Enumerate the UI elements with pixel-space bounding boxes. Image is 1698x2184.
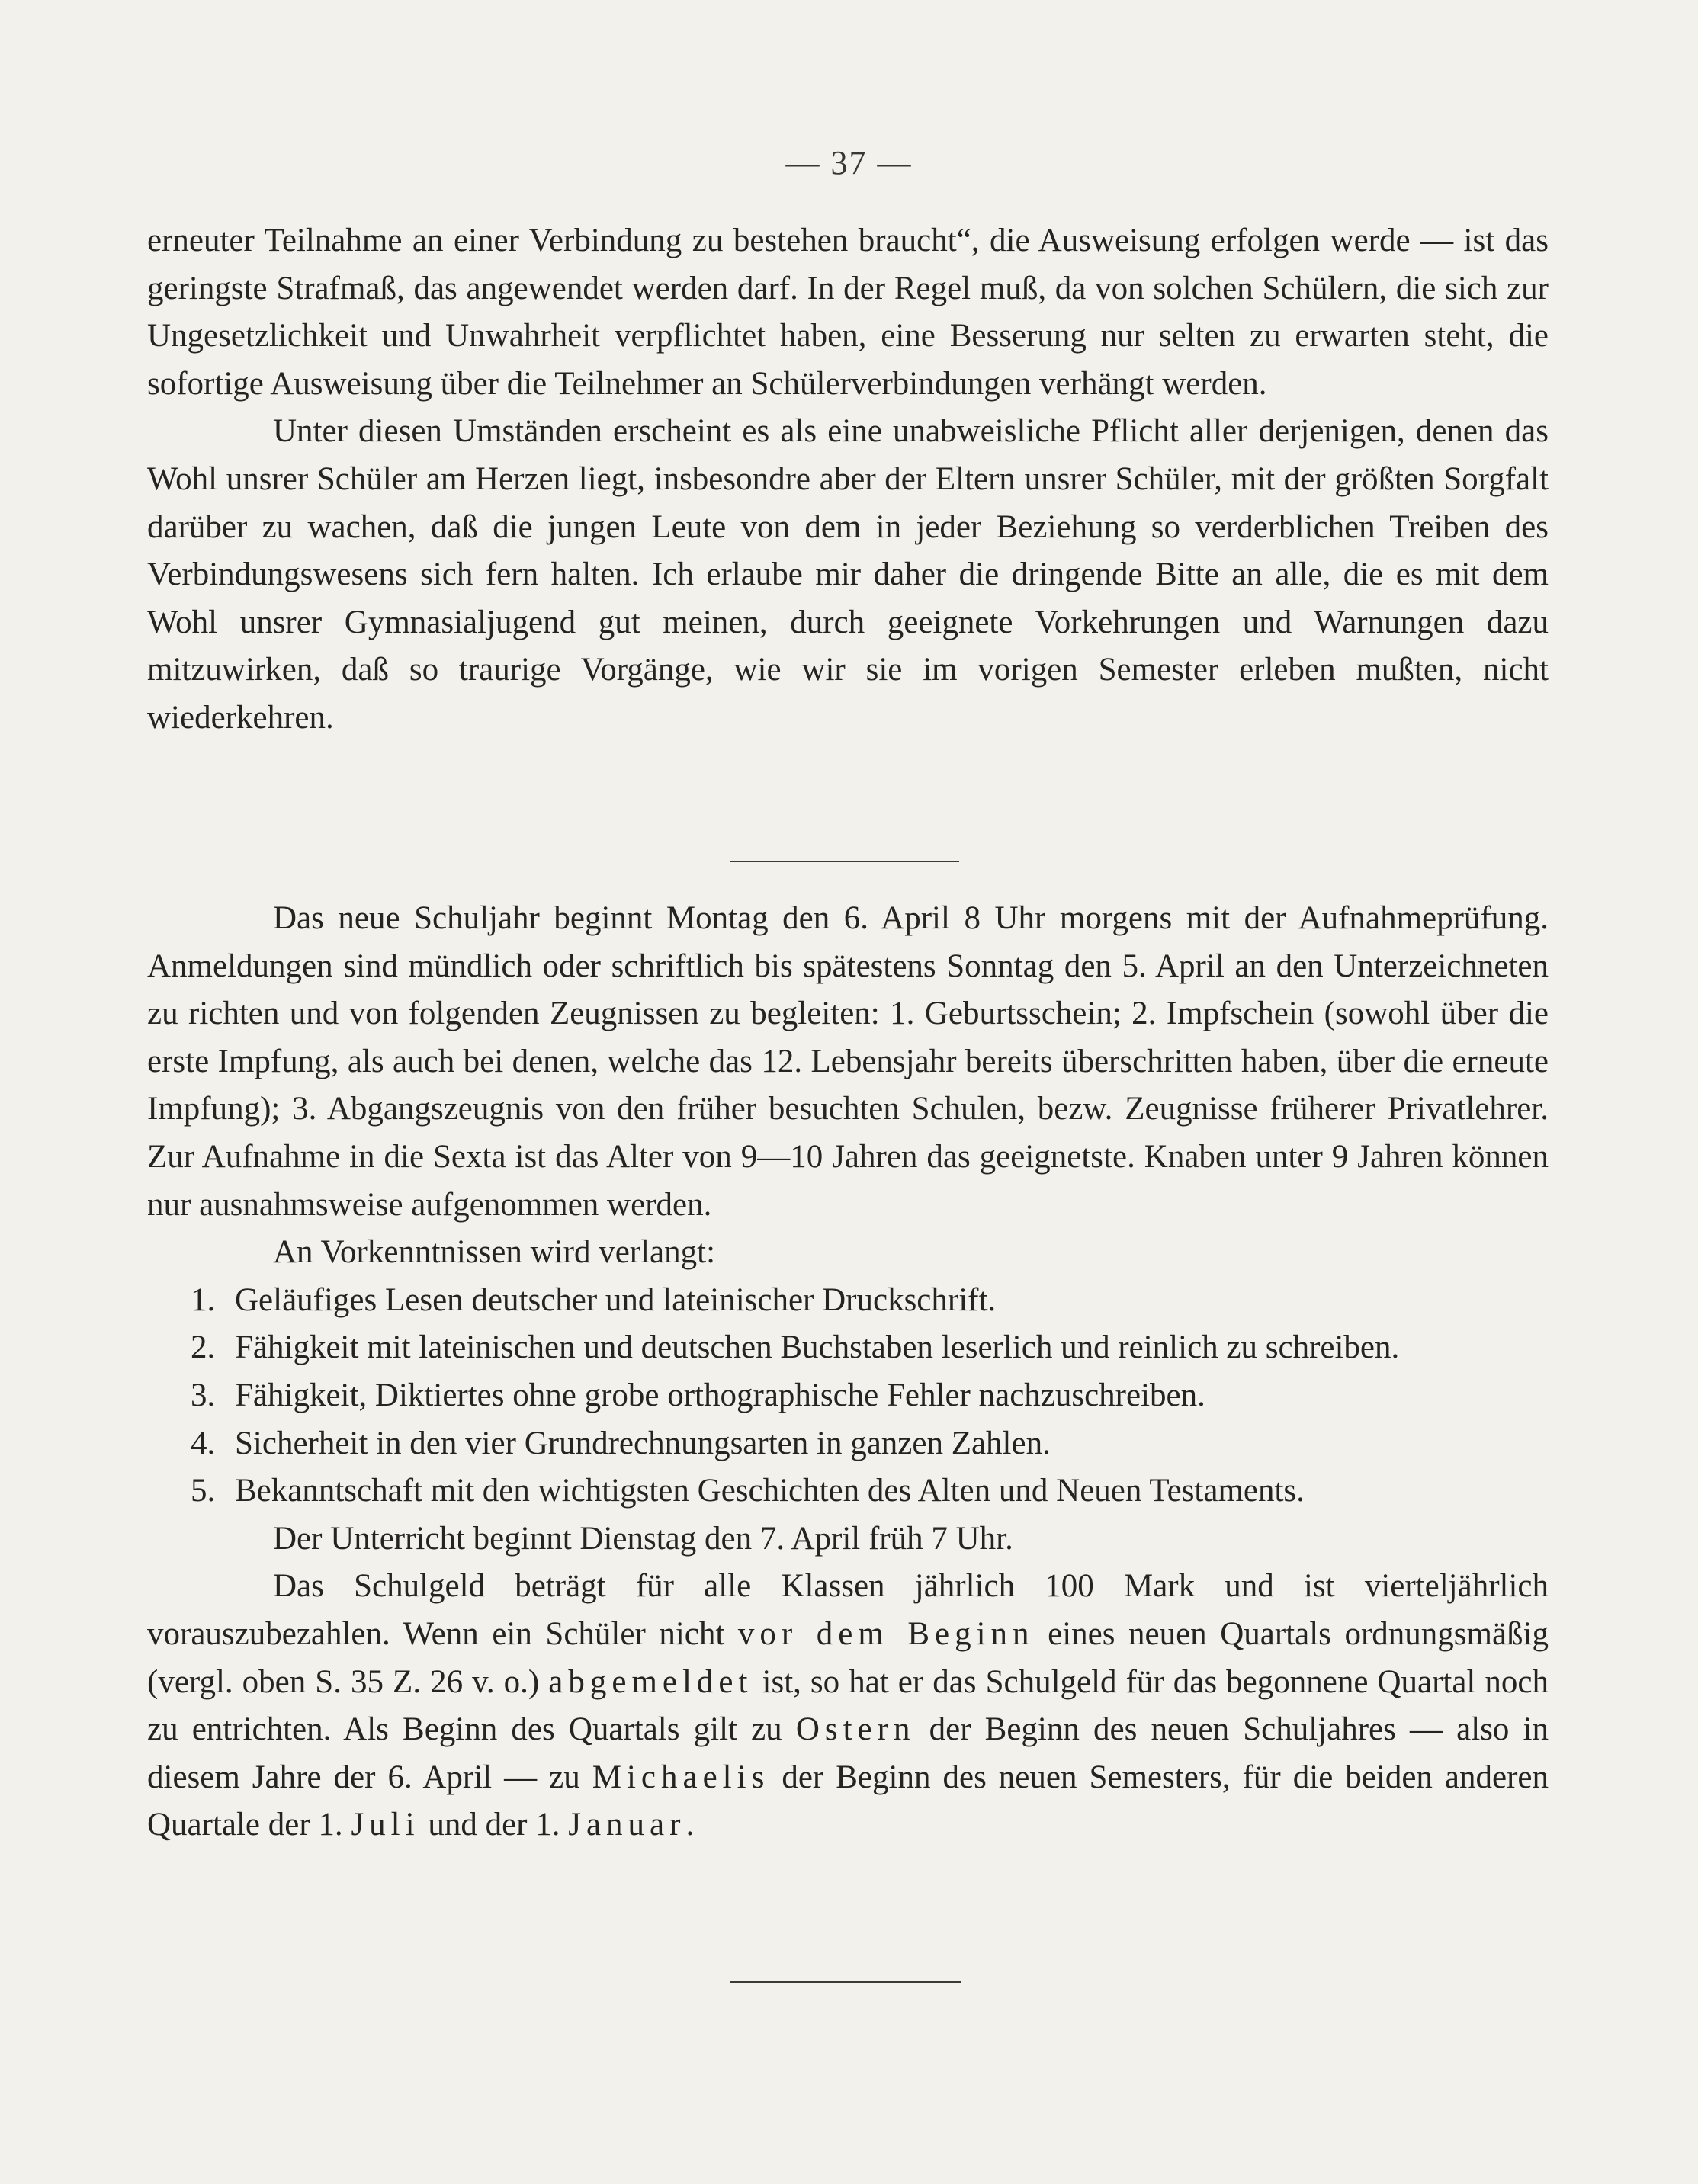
fee-emphasis: Juli [351, 1807, 420, 1843]
list-number: 4. [191, 1425, 216, 1461]
list-item [147, 1324, 1549, 1372]
paragraph-school-fee [147, 1563, 1549, 1849]
page-number: — 37 — [785, 144, 913, 181]
fee-emphasis: vor dem Beginn [737, 1615, 1035, 1652]
list-item [147, 1467, 1549, 1515]
paragraph-prerequisites-intro: An Vorkenntnissen wird verlangt: [273, 1234, 716, 1271]
paragraph-lessons-start: Der Unterricht beginnt Dienstag den 7. April früh 7 Uhr. [273, 1520, 1013, 1557]
end-divider [730, 1981, 961, 1983]
fee-text: ist, so hat er das Schulgeld für das begonnene Quartal noch zu entrichten. Als Beginn des Quartals gilt zu [147, 1663, 1549, 1748]
list-item [147, 1420, 1549, 1468]
fee-text: der Beginn des neuen Semesters, für die beiden anderen Quartale der 1. [147, 1759, 1549, 1843]
fee-text: . [685, 1807, 695, 1843]
list-text: Sicherheit in den vier Grundrechnungsarten in ganzen Zahlen. [235, 1425, 1051, 1461]
paragraph-warning: Unter diesen Umständen erscheint es als eine unabweisliche Pflicht aller derjenigen, denen das Wohl unsrer Schüler am Herzen liegt, insbesondre aber der Eltern unsrer Schüler, mit der größten Sorgfalt darüber zu wachen, daß die jungen Leute von dem in jeder Beziehung so verderblichen Treiben des Verbindungswesens sich fern halten. Ich erlaube mir daher die dringende Bitte an alle, die es mit dem Wohl unsrer Gymnasialjugend gut meinen, durch geeignete Vorkehrungen und Warnungen dazu mitzuwirken, daß so traurige Vorgänge, wie wir sie im vorigen Semester erleben mußten, nicht wiederkehren. [147, 413, 1549, 736]
fee-emphasis: Michaelis [592, 1759, 770, 1795]
section-divider [730, 861, 959, 862]
text-block-2 [147, 895, 1549, 1849]
fee-text: eines neuen Quartals ordnungsmäßig (vergl. oben S. 35 Z. 26 v. o.) [147, 1615, 1549, 1700]
paragraph-continuation: erneuter Teilnahme an einer Verbindung zu bestehen braucht“, die Ausweisung erfolgen werde — ist das geringste Strafmaß, das angewendet werden darf. In der Regel muß, da von solchen Schülern, die sich zur Ungesetzlichkeit und Unwahrheit verpflichtet haben, eine Besserung nur selten zu erwarten steht, die sofortige Ausweisung über die Teilnehmer an Schülerverbindungen verhängt werden. [147, 223, 1549, 402]
fee-emphasis: Ostern [795, 1711, 916, 1748]
text-block-1 [147, 217, 1549, 742]
fee-text: der Beginn des neuen Schuljahres — also in diesem Jahre der 6. April — zu [147, 1711, 1549, 1795]
list-text: Geläufiges Lesen deutscher und lateinischer Druckschrift. [235, 1281, 997, 1318]
list-number: 1. [191, 1281, 216, 1318]
fee-emphasis: abgemeldet [548, 1663, 753, 1700]
list-item [147, 1277, 1549, 1325]
prerequisites-list [147, 1277, 1549, 1515]
list-text: Fähigkeit mit lateinischen und deutschen Buchstaben leserlich und reinlich zu schreiben. [235, 1329, 1400, 1366]
list-text: Fähigkeit, Diktiertes ohne grobe orthographische Fehler nachzuschreiben. [235, 1377, 1205, 1413]
list-number: 3. [191, 1377, 216, 1413]
list-text: Bekanntschaft mit den wichtigsten Geschichten des Alten und Neuen Testaments. [235, 1473, 1305, 1509]
paragraph-school-year: Das neue Schuljahr beginnt Montag den 6. April 8 Uhr morgens mit der Aufnahmeprüfung. Anmeldungen sind mündlich oder schriftlich bis spätestens Sonntag den 5. April an den Unterzeichneten zu richten und von folgenden Zeugnissen zu begleiten: 1. Geburtsschein; 2. Impfschein (sowohl über die erste Impfung, als auch bei denen, welche das 12. Lebensjahr bereits überschritten haben, über die erneute Impfung); 3. Abgangszeugnis von den früher besuchten Schulen, bezw. Zeugnisse früherer Privatlehrer. Zur Aufnahme in die Sexta ist das Alter von 9—10 Jahren das geeignetste. Knaben unter 9 Jahren können nur ausnahmsweise aufgenommen werden. [147, 900, 1549, 1223]
list-item [147, 1372, 1549, 1420]
fee-text: und der 1. [419, 1807, 569, 1843]
list-number: 5. [191, 1473, 216, 1509]
fee-text: Das Schulgeld beträgt für alle Klassen jährlich 100 Mark und ist vierteljährlich vorauszubezahlen. Wenn ein Schüler nicht [147, 1568, 1549, 1652]
fee-emphasis: Januar [568, 1807, 686, 1843]
list-number: 2. [191, 1329, 216, 1366]
